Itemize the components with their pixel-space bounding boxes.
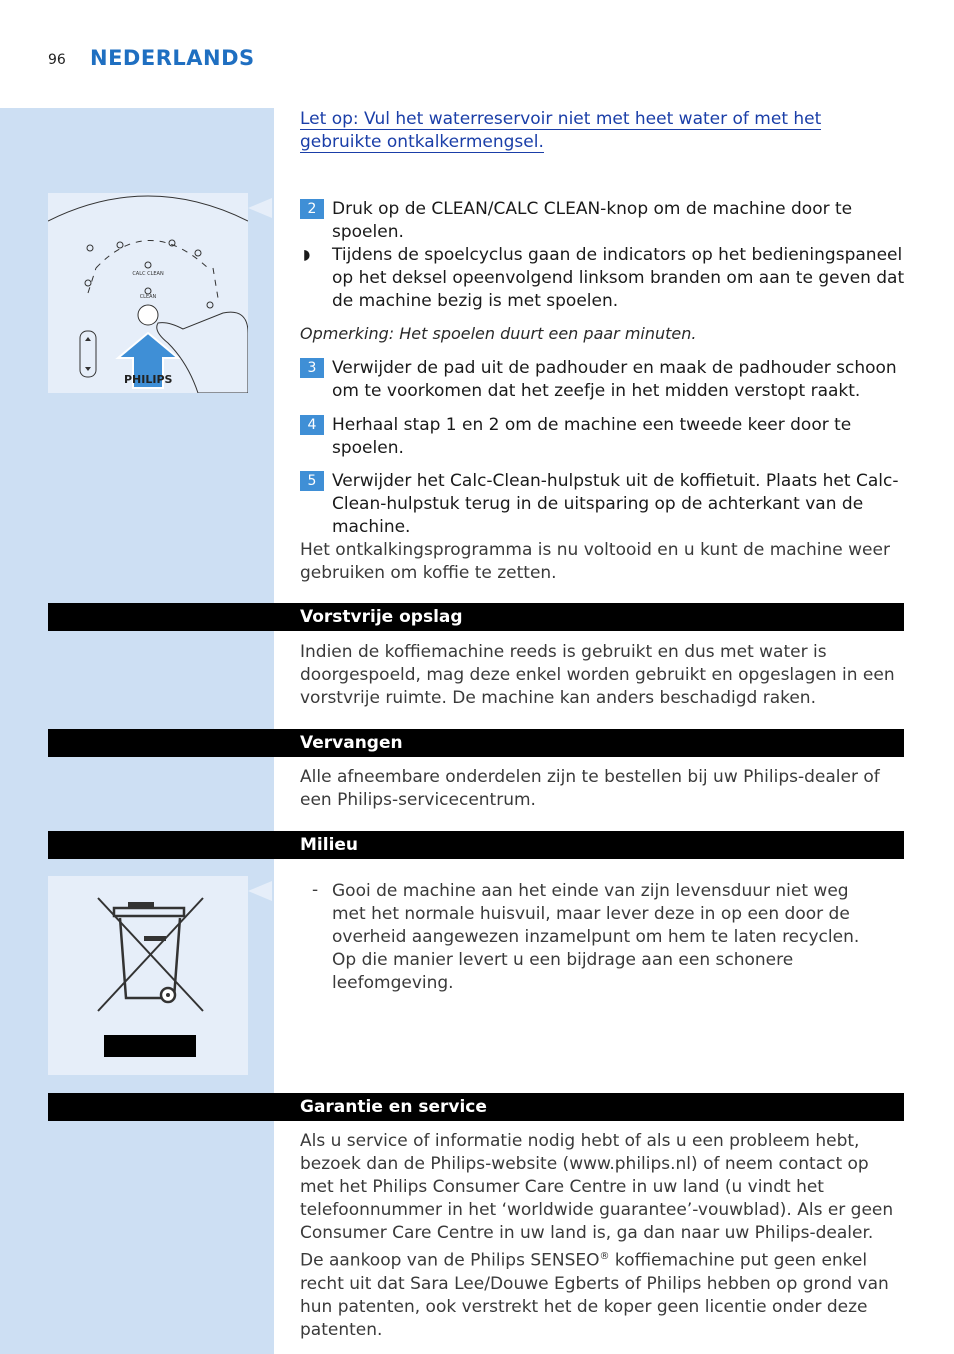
step-text: Herhaal stap 1 en 2 om de machine een tweede keer door te spoelen. [332, 415, 852, 458]
section-title: Milieu [300, 835, 359, 855]
env-text: Gooi de machine aan het einde van zijn levensduur niet weg met het normale huisvuil, maar lever deze in op een door de overheid aangewezen inzamelpunt om hem te laten recyclen. Op die manier levert u een bijdrage aan een schonere leefomgeving. [332, 881, 860, 993]
result-bullet [300, 244, 906, 313]
page-number: 96 [48, 52, 66, 68]
section-title: Vorstvrije opslag [300, 607, 463, 627]
step-number-badge: 4 [300, 415, 324, 435]
env-dash: - [312, 880, 319, 900]
weee-bin-illustration [48, 876, 248, 1075]
control-panel-drawing [48, 193, 248, 393]
warranty-paragraph-2: De aankoop van de Philips SENSEO® koffiemachine put geen enkel recht uit dat Sara Lee/Douwe Egberts of Philips hebben op grond van hun patenten, ook verstrekt het de koper geen licentie onder deze patenten. [300, 1250, 889, 1340]
step-text: Verwijder het Calc-Clean-hulpstuk uit de koffietuit. Plaats het Calc-Clean-hulpstuk terug in de uitsparing op de achterkant van de machine. [332, 471, 899, 537]
step-number-badge: 3 [300, 358, 324, 378]
section-bar-replace [48, 729, 904, 757]
bullet-text: Tijdens de spoelcyclus gaan de indicators op het bedieningspaneel op het deksel opeenvolgend linksom branden om aan te geven dat de machine bezig is met spoelen. [332, 245, 905, 311]
warning-text: Let op: Vul het waterreservoir niet met heet water of met het gebruikte ontkalkermengsel. [300, 109, 822, 152]
step-text: Verwijder de pad uit de padhouder en maak de padhouder schoon om te voorkomen dat het zeefje in het midden verstopt raakt. [332, 358, 897, 401]
section-title: Vervangen [300, 733, 403, 753]
crossed-bin-icon [48, 876, 248, 1075]
control-panel-illustration [48, 193, 248, 393]
section-title: Garantie en service [300, 1097, 487, 1117]
svg-text:CALC CLEAN: CALC CLEAN [132, 271, 164, 277]
step-number-badge: 2 [300, 199, 324, 219]
svg-text:CLEAN: CLEAN [139, 294, 157, 300]
language-heading: NEDERLANDS [90, 46, 255, 70]
warranty-text [300, 1130, 906, 1342]
bullet-arrow-icon: ◗ [303, 247, 311, 263]
section-bar-frost [48, 603, 904, 631]
step-2 [300, 198, 906, 244]
step-number-badge: 5 [300, 471, 324, 491]
completion-text: Het ontkalkingsprogramma is nu voltooid en u kunt de machine weer gebruiken om koffie te zetten. [300, 540, 890, 583]
section-bar-warranty [48, 1093, 904, 1121]
svg-text:PHILIPS: PHILIPS [124, 373, 173, 386]
step-4 [300, 414, 906, 460]
warranty-paragraph-1: Als u service of informatie nodig hebt of als u een probleem hebt, bezoek dan de Philips-website (www.philips.nl) of neem contact op met het Philips Consumer Care Centre in uw land (u vindt het telefoonnummer in het ‘worldwide guarantee’-vouwblad). Als er geen Consumer Care Centre in uw land is, ga dan naar uw Philips-dealer. [300, 1131, 894, 1243]
step-5 [300, 470, 906, 539]
section-bar-env [48, 831, 904, 859]
illustration-pointer [248, 198, 272, 218]
replace-text: Alle afneembare onderdelen zijn te bestellen bij uw Philips-dealer of een Philips-servicecentrum. [300, 767, 880, 810]
frost-text: Indien de koffiemachine reeds is gebruikt en dus met water is doorgespoeld, mag deze enkel worden gebruikt en opgeslagen in een vorstvrije ruimte. De machine kan anders beschadigd raken. [300, 642, 895, 708]
step-text: Druk op de CLEAN/CALC CLEAN-knop om de machine door te spoelen. [332, 199, 853, 242]
step-3 [300, 357, 906, 403]
note-text: Opmerking: Het spoelen duurt een paar minuten. [300, 324, 697, 343]
illustration-pointer [248, 881, 272, 901]
